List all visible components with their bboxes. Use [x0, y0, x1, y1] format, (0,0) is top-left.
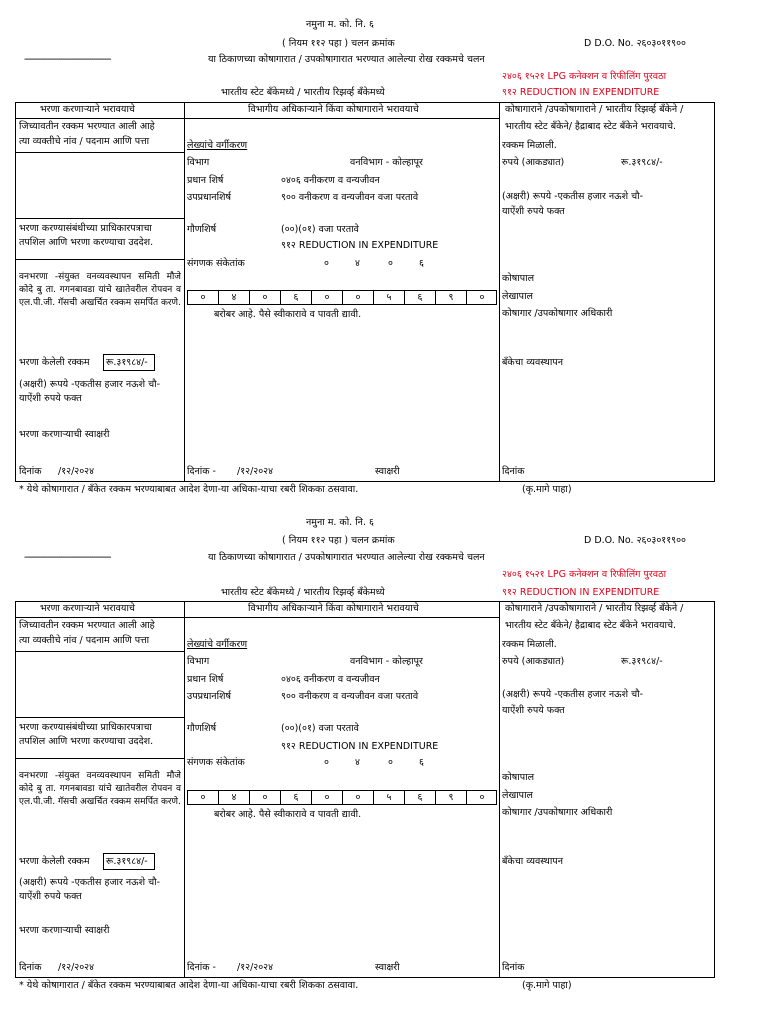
header-bottom-border	[15, 118, 500, 119]
code-digit: ०	[388, 757, 393, 768]
table-bottom-border	[15, 977, 715, 978]
reduction-red-line: ९१२ REDUCTION IN EXPENDITURE	[502, 87, 660, 98]
right-date-label: दिनांक	[502, 962, 525, 973]
sub-head-label: गौणशिर्ष	[187, 224, 217, 235]
accountant-label: लेखापाल	[502, 291, 533, 302]
minor-head-value: ९०० वनीकरण व वन्यजीवन वजा परतावे	[281, 192, 419, 203]
code-label: संगणक संकेतांक	[187, 757, 245, 768]
scheme-line: २४०६ १५२१ LPG कनेक्शन व रिफीलिंग पुरवठा	[502, 71, 667, 82]
code-box-digit: ६	[293, 292, 299, 303]
bank-manager-label: बँकेचा व्यवस्थापन	[502, 856, 563, 867]
left-date-value: /१२/२०२४	[58, 466, 95, 477]
right-date-label: दिनांक	[502, 466, 525, 477]
sub-head-value: (००)(०१) वजा परतावे	[281, 224, 359, 235]
sub-head-label: गौणशिर्ष	[187, 723, 217, 734]
code-digit: ०	[324, 757, 329, 768]
left-row-line-1	[15, 152, 184, 153]
rupees-figures-label: रुपये (आकड्यात)	[502, 656, 565, 667]
amount-words-line1: (अक्षरी) रूपये -एकतीस हजार नऊशे चौ-	[19, 877, 161, 888]
bank-line: भारतीय स्टेट बँकेमध्ये / भारतीय रिझर्व्ह बँकेमध्ये	[221, 87, 385, 98]
code-box-digit: ०	[262, 292, 268, 303]
amount-words-line2: याऐंशी रुपये फक्त	[19, 891, 82, 902]
table-left-border	[15, 601, 16, 977]
col1-header: भरणा करणाऱ्याने भरावयाचे	[40, 104, 135, 115]
sub-head-value: (००)(०१) वजा परतावे	[281, 723, 359, 734]
challan-copy-1	[0, 0, 768, 500]
major-head-value: ०४०६ वनीकरण व वन्यजीवन	[281, 674, 380, 685]
reduction-line: ९१२ REDUCTION IN EXPENDITURE	[281, 741, 439, 752]
code-digit: ६	[419, 757, 424, 768]
see-overleaf: (कृ.मागे पाहा)	[522, 484, 572, 495]
payer-label-line2: त्या व्यक्तीचे नांव / पदनाम आणि पत्ता	[19, 136, 150, 147]
authority-label-line2: तपशिल आणि भरणा करण्याचा उददेश.	[19, 237, 154, 248]
bank-line: भारतीय स्टेट बँकेमध्ये / भारतीय रिझर्व्ह बँकेमध्ये	[221, 587, 385, 598]
code-box-digit: ६	[293, 792, 299, 803]
left-date-value: /१२/२०२४	[58, 962, 95, 973]
table-left-border	[15, 102, 16, 481]
middle-date-value: /१२/२०२४	[237, 466, 274, 477]
major-head-value: ०४०६ वनीकरण व वन्यजीवन	[281, 175, 380, 186]
code-digit: ०	[324, 258, 329, 269]
rupees-figures-value: रू.३१९८४/-	[621, 157, 663, 168]
middle-signature-label: स्वाक्षरी	[375, 962, 400, 973]
rule-line: ( नियम ११२ पहा ) चलन क्रमांक	[282, 38, 395, 49]
challan-copy-2	[0, 500, 768, 1000]
classification-heading: लेख्यांचे वर्गीकरण	[187, 140, 248, 151]
cashier-label: कोषापाल	[502, 273, 535, 284]
code-box-digit: ०	[355, 292, 361, 303]
code-box-digit: ६	[417, 292, 423, 303]
payer-label-line1: जिच्यावतीन रक्कम भरण्यात आली आहे	[19, 121, 155, 132]
left-date-label: दिनांक	[19, 466, 42, 477]
amount-received: रक्कम मिळाली.	[502, 639, 557, 650]
place-line: या ठिकाणच्या कोषागारात / उपकोषागारात भरण्यात आलेल्या रोख रक्कमचे चलन	[208, 54, 485, 65]
col1-header: भरणा करणाऱ्याने भरावयाचे	[40, 603, 135, 614]
middle-date-label: दिनांक -	[187, 962, 216, 973]
left-date-label: दिनांक	[19, 962, 42, 973]
code-box-digit: ०	[262, 792, 268, 803]
middle-date-value: /१२/२०२४	[237, 962, 274, 973]
ddo-number: D D.O. No. २६०३०११९००	[584, 535, 686, 546]
reduction-line: ९१२ REDUCTION IN EXPENDITURE	[281, 240, 439, 251]
amount-label: भरणा केलेली रक्कम	[19, 357, 90, 368]
dept-label: विभाग	[187, 157, 210, 168]
rupees-figures-label: रुपये (आकड्यात)	[502, 157, 565, 168]
code-box-digit: ०	[324, 292, 330, 303]
treasury-officer-label: कोषागार /उपकोषागार अधिकारी	[502, 308, 613, 319]
right-words-line2: याऐंशी रुपये फक्त	[502, 705, 565, 716]
correct-pay-line: बरोबर आहे. पैसे स्वीकारावे व पावती द्यावी.	[214, 809, 362, 820]
table-top-border	[15, 102, 715, 103]
amount-words-line2: याऐंशी रुपये फक्त	[19, 393, 82, 404]
left-row-line-1	[15, 651, 184, 652]
reduction-red-line: ९१२ REDUCTION IN EXPENDITURE	[502, 587, 660, 598]
form-title: नमुना म. को. नि. ६	[306, 517, 374, 528]
minor-head-value: ९०० वनीकरण व वन्यजीवन वजा परतावे	[281, 691, 419, 702]
treasury-officer-label: कोषागार /उपकोषागार अधिकारी	[502, 807, 613, 818]
col3-header-line1: कोषागाराने /उपकोषागाराने / भारतीय रिझर्व्ह बँकेने /	[505, 603, 684, 614]
col2-header: विभागीय अधिकाऱ्याने किंवा कोषागाराने भरावयाचे	[248, 603, 419, 614]
major-head-label: प्रधान शिर्ष	[187, 175, 224, 186]
right-words-line2: याऐंशी रुपये फक्त	[502, 206, 565, 217]
accountant-label: लेखापाल	[502, 790, 533, 801]
payer-label-line2: त्या व्यक्तीचे नांव / पदनाम आणि पत्ता	[19, 635, 150, 646]
footnote: * येथे कोषागारात / बँकेत रक्कम भरण्याबाबत आदेश देणा-या अधिका-याचा रबरी शिकका ठसवावा.	[19, 980, 359, 991]
code-box-digit: ०	[479, 292, 485, 303]
code-box-digit: ०	[479, 792, 485, 803]
purpose-text: वनभरणा -संयुक्त वनव्यवस्थापन समिती मौजे कोदे बु ता. गगनबावडा यांचे खातेवरील रोपवन व एल.पी.जी. गॅसची अखर्चित रक्कम समर्पित करणे.	[19, 272, 181, 308]
code-box-digit: ०	[200, 292, 206, 303]
code-box-digit: ४	[231, 292, 237, 303]
amount-value: रू.३१९८४/-	[106, 856, 148, 867]
payer-label-line1: जिच्यावतीन रक्कम भरण्यात आली आहे	[19, 620, 155, 631]
authority-label-line1: भरणा करण्यासंबंधीच्या प्राधिकारपत्राचा	[19, 223, 152, 234]
payer-signature-label: भरणा करणाऱ्याची स्वाक्षरी	[19, 429, 110, 440]
correct-pay-line: बरोबर आहे. पैसे स्वीकारावे व पावती द्यावी.	[214, 309, 362, 320]
code-box-digit: ४	[231, 792, 237, 803]
code-box-digit: ९	[448, 292, 454, 303]
scheme-line: २४०६ १५२१ LPG कनेक्शन व रिफीलिंग पुरवठा	[502, 569, 667, 580]
left-row-line-2	[15, 218, 184, 219]
left-row-line-3	[15, 259, 184, 260]
col2-header: विभागीय अधिकाऱ्याने किंवा कोषागाराने भरावयाचे	[248, 104, 419, 115]
table-top-border	[15, 601, 715, 602]
column-divider-2	[499, 102, 500, 481]
col3-header-line2: भारतीय स्टेट बँकेने/ हैद्राबाद स्टेट बँकेने भरावयाचे.	[505, 620, 677, 631]
code-label: संगणक संकेतांक	[187, 258, 245, 269]
col3-header-line1: कोषागाराने /उपकोषागाराने / भारतीय रिझर्व्ह बँकेने /	[505, 104, 684, 115]
right-words-line1: (अक्षरी) रूपये -एकतीस हजार नऊशे चौ-	[502, 689, 644, 700]
amount-value: रू.३१९८४/-	[106, 357, 148, 368]
middle-date-label: दिनांक -	[187, 466, 216, 477]
column-divider-1	[184, 601, 185, 977]
code-box-digit: ०	[324, 792, 330, 803]
code-box-digit: ०	[355, 792, 361, 803]
code-box-digit: ९	[448, 792, 454, 803]
code-digit: ४	[355, 258, 360, 269]
amount-received: रक्कम मिळाली.	[502, 140, 557, 151]
column-divider-1	[184, 102, 185, 481]
dash-line: -----------------------------------------------	[24, 54, 110, 65]
column-divider-2	[499, 601, 500, 977]
right-words-line1: (अक्षरी) रूपये -एकतीस हजार नऊशे चौ-	[502, 191, 644, 202]
payer-signature-label: भरणा करणाऱ्याची स्वाक्षरी	[19, 925, 110, 936]
footnote: * येथे कोषागारात / बँकेत रक्कम भरण्याबाबत आदेश देणा-या अधिका-याचा रबरी शिकका ठसवावा.	[19, 484, 359, 495]
table-right-border	[714, 601, 715, 977]
dash-line: -----------------------------------------------	[24, 552, 110, 563]
rupees-figures-value: रू.३१९८४/-	[621, 656, 663, 667]
middle-signature-label: स्वाक्षरी	[375, 466, 400, 477]
major-head-label: प्रधान शिर्ष	[187, 674, 224, 685]
bank-manager-label: बँकेचा व्यवस्थापन	[502, 357, 563, 368]
ddo-number: D D.O. No. २६०३०११९००	[584, 38, 686, 49]
code-digit: ६	[419, 258, 424, 269]
amount-label: भरणा केलेली रक्कम	[19, 856, 90, 867]
see-overleaf: (कृ.मागे पाहा)	[522, 980, 572, 991]
header-bottom-border	[15, 617, 500, 618]
amount-words-line1: (अक्षरी) रूपये -एकतीस हजार नऊशे चौ-	[19, 379, 161, 390]
code-box-digit: ५	[386, 292, 392, 303]
code-digit: ४	[355, 757, 360, 768]
dept-value: वनविभाग - कोल्हापूर	[350, 656, 423, 667]
col3-header-line2: भारतीय स्टेट बँकेने/ हैद्राबाद स्टेट बँकेने भरावयाचे.	[505, 121, 677, 132]
authority-label-line1: भरणा करण्यासंबंधीच्या प्राधिकारपत्राचा	[19, 722, 152, 733]
table-right-border	[714, 102, 715, 481]
dept-value: वनविभाग - कोल्हापूर	[350, 157, 423, 168]
left-row-line-3	[15, 758, 184, 759]
minor-head-label: उपप्रधानशिर्ष	[187, 691, 231, 702]
purpose-text: वनभरणा -संयुक्त वनव्यवस्थापन समिती मौजे कोदे बु ता. गगनबावडा यांचे खातेवरील रोपवन व एल.पी.जी. गॅसची अखर्चित रक्कम समर्पित करणे.	[19, 771, 181, 807]
cashier-label: कोषापाल	[502, 772, 535, 783]
code-box-digit: ५	[386, 792, 392, 803]
form-title: नमुना म. को. नि. ६	[306, 19, 374, 30]
rule-line: ( नियम ११२ पहा ) चलन क्रमांक	[282, 535, 395, 546]
classification-heading: लेख्यांचे वर्गीकरण	[187, 639, 248, 650]
code-box-digit: ६	[417, 792, 423, 803]
dept-label: विभाग	[187, 656, 210, 667]
table-bottom-border	[15, 481, 715, 482]
authority-label-line2: तपशिल आणि भरणा करण्याचा उददेश.	[19, 736, 154, 747]
left-row-line-2	[15, 717, 184, 718]
code-digit: ०	[388, 258, 393, 269]
place-line: या ठिकाणच्या कोषागारात / उपकोषागारात भरण्यात आलेल्या रोख रक्कमचे चलन	[208, 552, 485, 563]
code-box-digit: ०	[200, 792, 206, 803]
minor-head-label: उपप्रधानशिर्ष	[187, 192, 231, 203]
